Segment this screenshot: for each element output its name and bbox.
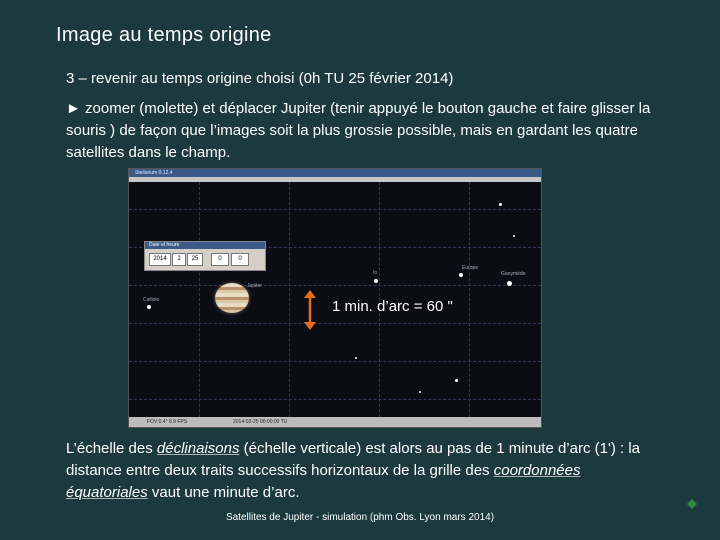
grid-line [199,182,200,417]
grid-line [129,399,541,400]
dialog-titlebar [145,242,265,249]
instruction-text: ► zoomer (molette) et déplacer Jupiter (tenir appuyé le bouton gauche et faire glisser la souris ) de façon que l’images soit la plus grossie possible, mais en gardant les quatre satellites dans le champ. [66,100,651,161]
background-star [513,235,515,237]
year-field[interactable]: 2014 [149,253,171,266]
status-fov: FOV 0.4° 8.9 FPS [147,419,188,425]
moon-label-europe: Europe [462,265,479,271]
caption-declinaisons: déclinaisons [156,440,240,457]
caption-coordonnees: coordonnées équatoriales [66,462,581,501]
moon-europe[interactable] [459,273,463,277]
grid-line [129,285,541,286]
footer-text: Satellites de Jupiter - simulation (phm Obs. Lyon mars 2014) [225,512,495,523]
window-toolbar [129,177,541,182]
status-datetime: 2014-02-25 00:00:00 TU [233,419,288,425]
scale-label: 1 min. d’arc = 60 " [332,298,453,315]
caption-part1: L’échelle des [66,440,157,457]
month-field[interactable]: 2 [172,253,186,266]
grid-line [129,209,541,210]
moon-callisto[interactable] [147,305,151,309]
moon-label-ganymede: Ganymède [501,271,526,277]
window-titlebar [129,169,541,177]
grid-line [469,182,470,417]
moon-label-io: Io [373,270,378,276]
day-field[interactable]: 25 [187,253,203,266]
step-text: 3 – revenir au temps origine choisi (0h TU 25 février 2014) [66,70,454,87]
diamond-next-icon[interactable] [687,499,697,509]
jupiter-label: Jupiter [247,283,263,289]
minute-field[interactable]: 0 [231,253,249,266]
background-star [455,379,458,382]
hour-field[interactable]: 0 [211,253,229,266]
background-star [419,391,421,393]
caption-part3: vaut une minute d’arc. [147,484,300,501]
moon-label-callisto: Callisto [143,297,160,303]
grid-line [129,361,541,362]
status-bar [129,417,541,427]
window-title: Stellarium 0.12.4 [135,170,173,176]
date-time-dialog[interactable] [144,241,266,271]
grid-line [289,182,290,417]
double-arrow-icon [303,290,317,330]
dialog-title: Date et heure [149,242,180,248]
grid-line [129,323,541,324]
caption-text [66,438,666,504]
moon-io[interactable] [374,279,378,283]
jupiter-planet[interactable] [215,283,249,313]
caption-part2: (échelle verticale) est alors au pas de 1 minute d’arc (1') : la distance entre deux traits successifs horizontaux de la grille des [66,440,641,479]
slide-title: Image au temps origine [56,24,272,46]
moon-ganymede[interactable] [507,281,512,286]
background-star [355,357,357,359]
background-star [499,203,502,206]
